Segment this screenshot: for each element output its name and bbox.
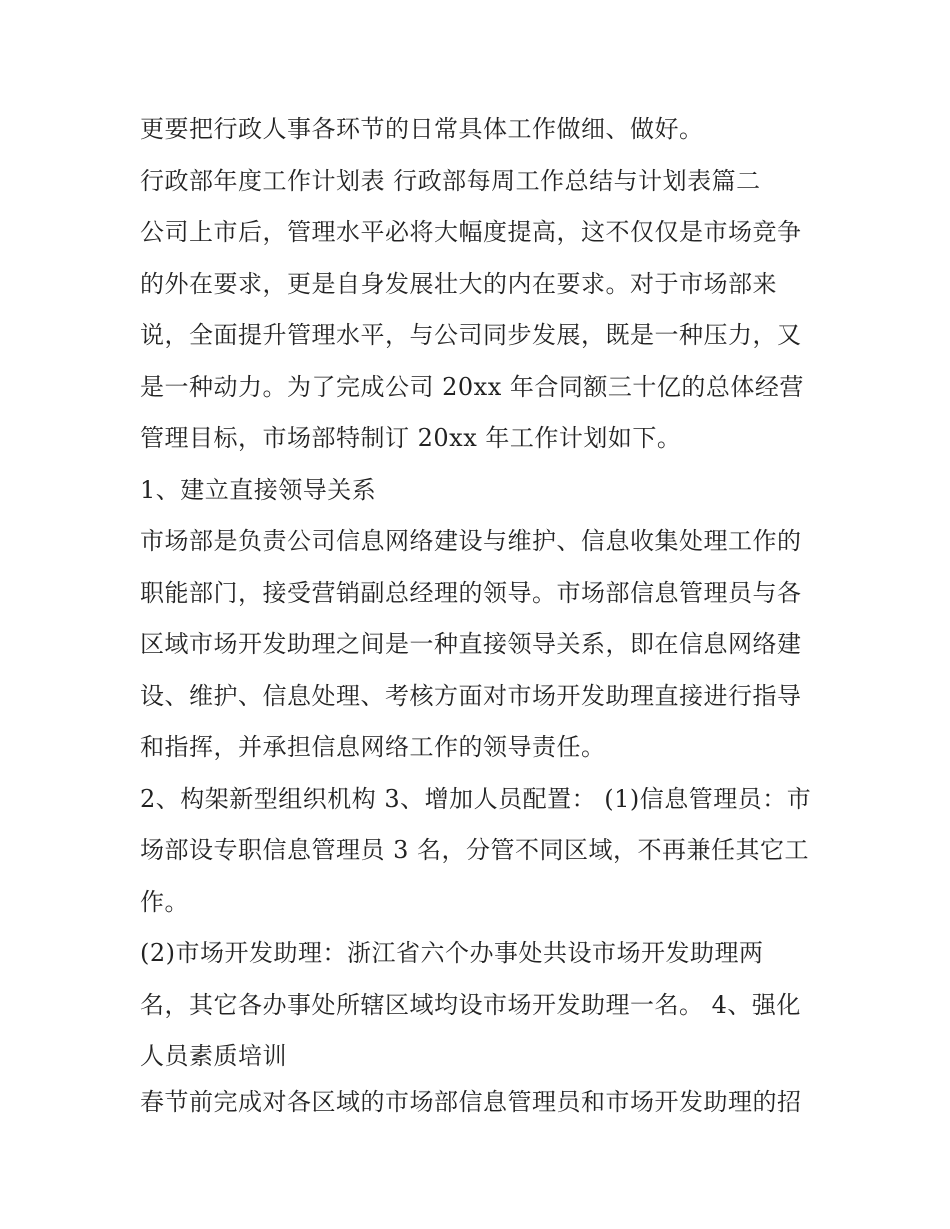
text-line: 职能部门，接受营销副总经理的领导。市场部信息管理员与各 xyxy=(140,578,802,607)
text-line: 名，其它各办事处所辖区域均设市场开发助理一名。 4、强化 xyxy=(140,990,801,1019)
text-line: 说，全面提升管理水平，与公司同步发展，既是一种压力，又 xyxy=(140,321,802,349)
section-heading: 1、建立直接领导关系 xyxy=(140,475,377,504)
text-line: 场部设专职信息管理员 3 名，分管不同区域，不再兼任其它工 xyxy=(140,836,810,864)
text-line: 是一种动力。为了完成公司 20xx 年合同额三十亿的总体经营 xyxy=(140,372,804,401)
text-line: 人员素质培训 xyxy=(140,1042,287,1070)
text-line: 作。 xyxy=(140,887,189,916)
text-line: 2、构架新型组织机构 3、增加人员配置： (1)信息管理员：市 xyxy=(140,784,812,813)
text-line: 和指挥，并承担信息网络工作的领导责任。 xyxy=(140,733,606,761)
text-line: 更要把行政人事各环节的日常具体工作做细、做好。 xyxy=(140,115,704,143)
text-line: 公司上市后，管理水平必将大幅度提高，这不仅仅是市场竞争 xyxy=(140,218,802,246)
document-body xyxy=(140,110,830,1135)
text-line: 的外在要求，更是自身发展壮大的内在要求。对于市场部来 xyxy=(140,269,777,298)
text-line: (2)市场开发助理：浙江省六个办事处共设市场开发助理两 xyxy=(140,939,764,967)
text-line: 区域市场开发助理之间是一种直接领导关系，即在信息网络建 xyxy=(140,630,802,658)
text-line: 市场部是负责公司信息网络建设与维护、信息收集处理工作的 xyxy=(140,527,802,555)
text-line: 设、维护、信息处理、考核方面对市场开发助理直接进行指导 xyxy=(140,681,802,710)
text-line: 行政部年度工作计划表 行政部每周工作总结与计划表篇二 xyxy=(140,166,761,195)
text-line: 春节前完成对各区域的市场部信息管理员和市场开发助理的招 xyxy=(140,1088,802,1116)
text-line: 管理目标，市场部特制订 20xx 年工作计划如下。 xyxy=(140,424,682,452)
